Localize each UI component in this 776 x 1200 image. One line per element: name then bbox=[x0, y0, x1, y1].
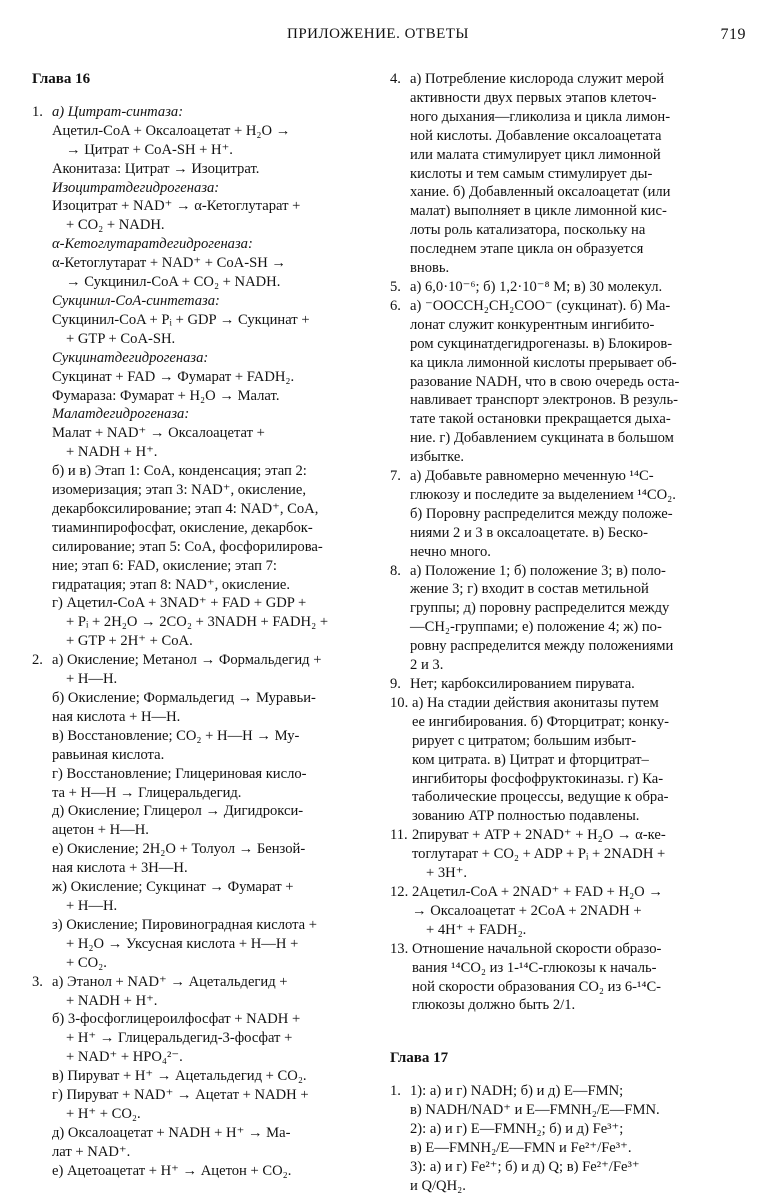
answer-line: Изоцитратдегидрогеназа: bbox=[52, 179, 220, 196]
answer-line: активности двух первых этапов клеточ- bbox=[410, 89, 657, 106]
page-title: ПРИЛОЖЕНИЕ. ОТВЕТЫ bbox=[287, 26, 469, 42]
answer-item-7 bbox=[390, 467, 746, 562]
answer-line: ной скорости образования CO₂ из 6-¹⁴C- bbox=[412, 978, 662, 995]
answer-line: а) На стадии действия аконитазы путем bbox=[412, 694, 659, 711]
answer-line: Сукцинил-CoA-синтетаза: bbox=[52, 292, 220, 309]
answer-line: равьиная кислота. bbox=[52, 746, 165, 763]
item-number: 12. bbox=[390, 883, 409, 900]
answer-line: силирование; этап 5: CoA, фосфорилирова- bbox=[52, 538, 323, 555]
answer-line: д) Оксалоацетат + NADH + H⁺ → Ма- bbox=[52, 1124, 291, 1141]
answer-line: Ацетил-CoA + Оксалоацетат + H₂O → bbox=[52, 122, 291, 139]
answer-line: + 3H⁺. bbox=[426, 865, 468, 882]
answer-line: Малатдегидрогеназа: bbox=[52, 406, 190, 423]
answer-item-5 bbox=[390, 278, 746, 297]
answer-line: хание. б) Добавленный оксалоацетат (или bbox=[410, 184, 671, 201]
item-number: 3. bbox=[32, 973, 43, 990]
answer-line: → Оксалоацетат + 2CoA + 2NADH + bbox=[412, 902, 642, 919]
answer-line: Малат + NAD⁺ → Оксалоацетат + bbox=[52, 425, 265, 442]
answer-line: лат + NAD⁺. bbox=[52, 1143, 131, 1160]
answer-line: ного дыхания—гликолиза и цикла лимон- bbox=[410, 108, 671, 125]
item-number: 9. bbox=[390, 676, 401, 692]
answer-item-10 bbox=[390, 694, 746, 826]
chapter-heading-17: Глава 17 bbox=[390, 1050, 449, 1067]
answer-line: нечно много. bbox=[410, 543, 491, 560]
answer-line: ровну распределится между положениями bbox=[410, 638, 674, 655]
item-number: 2. bbox=[32, 652, 43, 669]
answer-line: + NAD⁺ + HPO₄²⁻. bbox=[66, 1049, 183, 1066]
answer-line: ние. г) Добавлением сукцината в большом bbox=[410, 430, 674, 447]
answer-line: группы; д) поровну распределится между bbox=[410, 600, 670, 617]
answer-line: + H⁺ + CO₂. bbox=[66, 1105, 141, 1122]
answer-line: в) E—FMNH₂/E—FMN и Fe²⁺/Fe³⁺. bbox=[410, 1139, 632, 1156]
answer-line: 1): а) и г) NADH; б) и д) E—FMN; bbox=[410, 1083, 624, 1100]
answer-line: е) Окисление; 2H₂O + Толуол → Бензой- bbox=[52, 841, 306, 858]
answer-line: г) Восстановление; Глицериновая кисло- bbox=[52, 765, 307, 782]
answer-line: Нет; карбоксилированием пирувата. bbox=[410, 676, 635, 692]
answer-line: 2): а) и г) E—FMNH₂; б) и д) Fe³⁺; bbox=[410, 1121, 624, 1138]
answer-line: ниями 2 и 3 в оксалоацетате. в) Беско- bbox=[410, 524, 648, 541]
answer-line: лонат служит конкурентным ингибито- bbox=[410, 316, 655, 333]
item-number: 13. bbox=[390, 940, 409, 957]
right-column bbox=[390, 70, 746, 1196]
answer-item-2 bbox=[32, 651, 374, 972]
left-column bbox=[32, 70, 374, 1181]
answer-line: или малата стимулирует цикл лимонной bbox=[410, 146, 661, 163]
answer-line: + H—H. bbox=[66, 897, 118, 914]
item-number: 4. bbox=[390, 71, 401, 87]
answer-line: + Pᵢ + 2H₂O → 2CO₂ + 3NADH + FADH₂ + bbox=[66, 614, 329, 631]
answer-line: Фумараза: Фумарат + H₂O → Малат. bbox=[52, 387, 280, 404]
running-head bbox=[0, 26, 776, 50]
answer-item-17-1 bbox=[390, 1082, 746, 1195]
answer-line: ее ингибирования. б) Фторцитрат; конку- bbox=[412, 713, 670, 730]
answer-line: —CH₂-группами; е) положение 4; ж) по- bbox=[410, 619, 662, 636]
answer-line: б) Поровну распределится между положе- bbox=[410, 505, 673, 522]
answer-line: 2 и 3. bbox=[410, 657, 444, 674]
answer-line: + H⁺ → Глицеральдегид-3-фосфат + bbox=[66, 1030, 293, 1047]
answer-line: б) и в) Этап 1: CoA, конденсация; этап 2: bbox=[52, 463, 307, 480]
answer-line: кислоты и тем самым стимулирует ды- bbox=[410, 165, 653, 182]
answer-line: а) Положение 1; б) положение 3; в) поло- bbox=[410, 562, 666, 579]
answer-line: изомеризация; этап 3: NAD⁺, окисление, bbox=[52, 482, 306, 499]
answer-line: ка цикла лимонной кислоты прерывает об- bbox=[410, 354, 677, 371]
page-number: 719 bbox=[720, 26, 746, 43]
answer-line: Отношение начальной скорости образо- bbox=[412, 940, 662, 957]
item-number: 6. bbox=[390, 297, 401, 314]
answer-item-12 bbox=[390, 883, 746, 940]
answer-line: глюкозу и последите за выделением ¹⁴CO₂. bbox=[410, 486, 676, 503]
answer-line: тоглутарат + CO₂ + ADP + Pᵢ + 2NADH + bbox=[412, 846, 666, 863]
answer-line: глюкозы должно быть 2/1. bbox=[412, 997, 576, 1014]
answer-line: рирует с цитратом; большим избыт- bbox=[412, 732, 637, 749]
answer-line: + H₂O → Уксусная кислота + H—H + bbox=[66, 935, 299, 952]
answer-line: α-Кетоглутаратдегидрогеназа: bbox=[52, 236, 253, 253]
answer-line: вновь. bbox=[410, 260, 450, 277]
answer-line: Сукцинат + FAD → Фумарат + FADH₂. bbox=[52, 368, 295, 385]
answer-line: вания ¹⁴CO₂ из 1-¹⁴C-глюкозы к началь- bbox=[412, 959, 657, 976]
answer-line: ром сукцинатдегидрогеназы. в) Блокиров- bbox=[410, 335, 673, 352]
answer-line: ингибиторы фосфофруктокиназы. г) Ка- bbox=[412, 770, 664, 787]
answer-line: г) Ацетил-CoA + 3NAD⁺ + FAD + GDP + bbox=[52, 595, 307, 612]
answer-item-13 bbox=[390, 940, 746, 1016]
answer-line: + CO₂ + NADH. bbox=[66, 217, 165, 234]
answer-line: в) NADH/NAD⁺ и E—FMNH₂/E—FMN. bbox=[410, 1102, 660, 1119]
item-number: 1. bbox=[390, 1083, 401, 1100]
answer-line: разование NADH, что в свою очередь оста- bbox=[410, 373, 680, 390]
answer-line: 3): а) и г) Fe²⁺; б) и д) Q; в) Fe²⁺/Fe³⁺ bbox=[410, 1158, 640, 1175]
answer-item-11 bbox=[390, 826, 746, 883]
answer-line: Изоцитрат + NAD⁺ → α-Кетоглутарат + bbox=[52, 198, 301, 215]
answer-line: → Сукцинил-CoA + CO₂ + NADH. bbox=[66, 274, 281, 291]
answer-item-1 bbox=[32, 103, 374, 651]
answer-line: а) Цитрат-синтаза: bbox=[52, 103, 184, 120]
answer-line: в) Пируват + H⁺ → Ацетальдегид + CO₂. bbox=[52, 1068, 307, 1085]
answer-line: жение 3; г) входит в состав метильной bbox=[410, 581, 649, 598]
answer-line: а) Потребление кислорода служит мерой bbox=[410, 71, 665, 87]
answer-line: Сукцинил-CoA + Pᵢ + GDP → Сукцинат + bbox=[52, 311, 310, 328]
answer-line: е) Ацетоацетат + H⁺ → Ацетон + CO₂. bbox=[52, 1162, 292, 1179]
answer-line: + 4H⁺ + FADH₂. bbox=[426, 921, 527, 938]
answer-line: б) Окисление; Формальдегид → Муравьи- bbox=[52, 690, 316, 706]
item-number: 10. bbox=[390, 694, 409, 711]
answer-line: 2Ацетил-CoA + 2NAD⁺ + FAD + H₂O → bbox=[412, 883, 663, 900]
answer-line: в) Восстановление; CO₂ + H—H → Му- bbox=[52, 727, 300, 744]
answer-line: Сукцинатдегидрогеназа: bbox=[52, 349, 209, 366]
answer-line: Аконитаза: Цитрат → Изоцитрат. bbox=[52, 160, 260, 177]
answer-line: тате такой остановки прекращается дыха- bbox=[410, 411, 671, 428]
answer-line: д) Окисление; Глицерол → Дигидрокси- bbox=[52, 803, 304, 820]
answer-line: ная кислота + H—H. bbox=[52, 708, 181, 725]
item-number: 1. bbox=[32, 103, 43, 120]
answer-line: а) 6,0·10⁻⁶; б) 1,2·10⁻⁸ М; в) 30 молекул. bbox=[410, 278, 663, 295]
answer-line: а) Добавьте равномерно меченную ¹⁴C- bbox=[410, 468, 654, 485]
item-number: 5. bbox=[390, 278, 401, 295]
answer-line: ной кислоты. Добавление оксалоацетата bbox=[410, 127, 662, 144]
answer-line: 2пируват + ATP + 2NAD⁺ + H₂O → α-ке- bbox=[412, 827, 666, 844]
answer-line: а) Этанол + NAD⁺ → Ацетальдегид + bbox=[52, 973, 288, 990]
answer-item-6 bbox=[390, 297, 746, 467]
answer-line: навливает транспорт электронов. В резуль- bbox=[410, 392, 678, 409]
answer-line: гидратация; этап 8: NAD⁺, окисление. bbox=[52, 576, 291, 593]
answer-line: декарбоксилирование; этап 4: NAD⁺, CoA, bbox=[52, 500, 319, 517]
answer-item-9 bbox=[390, 675, 746, 694]
answer-line: таболические процессы, ведущие к обра- bbox=[412, 789, 669, 806]
answer-line: избытке. bbox=[410, 449, 465, 466]
chapter-heading-16: Глава 16 bbox=[32, 71, 91, 87]
answer-line: ком цитрата. в) Цитрат и фторцитрат– bbox=[412, 751, 649, 768]
answer-line: з) Окисление; Пировиноградная кислота + bbox=[52, 916, 318, 933]
answer-line: α-Кетоглутарат + NAD⁺ + CoA-SH → bbox=[52, 255, 286, 272]
answer-line: а) Окисление; Метанол → Формальдегид + bbox=[52, 652, 322, 669]
answer-line: и Q/QH₂. bbox=[410, 1177, 466, 1194]
answer-line: ацетон + H—H. bbox=[52, 822, 149, 839]
answer-line: малат) выполняет в цикле лимонной кис- bbox=[410, 203, 667, 220]
answer-line: б) 3-фосфоглицероилфосфат + NADH + bbox=[52, 1011, 301, 1028]
answer-line: та + H—H → Глицеральдегид. bbox=[52, 784, 242, 801]
answer-line: ние; этап 6: FAD, окисление; этап 7: bbox=[52, 557, 277, 574]
answer-item-3 bbox=[32, 973, 374, 1181]
answer-line: + CO₂. bbox=[66, 954, 107, 971]
answer-line: + GTP + CoA-SH. bbox=[66, 330, 176, 347]
item-number: 11. bbox=[390, 827, 408, 844]
answer-line: → Цитрат + CoA-SH + H⁺. bbox=[66, 141, 233, 158]
answer-item-4 bbox=[390, 70, 746, 278]
answer-line: тиаминпирофосфат, окисление, декарбок- bbox=[52, 519, 313, 536]
answer-line: зованию ATP полностью подавлены. bbox=[412, 808, 640, 825]
answer-line: + NADH + H⁺. bbox=[66, 992, 158, 1009]
answer-line: + GTP + 2H⁺ + CoA. bbox=[66, 633, 193, 650]
answer-line: + NADH + H⁺. bbox=[66, 444, 158, 461]
answer-line: лоты роль катализатора, поскольку на bbox=[410, 222, 646, 239]
answer-item-8 bbox=[390, 562, 746, 675]
answer-line: последнем этапе цикла он образуется bbox=[410, 241, 644, 258]
answer-line: + H—H. bbox=[66, 671, 118, 688]
item-number: 7. bbox=[390, 468, 401, 485]
answer-line: ж) Окисление; Сукцинат → Фумарат + bbox=[52, 879, 294, 896]
item-number: 8. bbox=[390, 562, 401, 579]
answer-line: г) Пируват + NAD⁺ → Ацетат + NADH + bbox=[52, 1087, 309, 1104]
answer-line: а) ⁻OOCCH₂CH₂COO⁻ (сукцинат). б) Ма- bbox=[410, 297, 671, 314]
answer-line: ная кислота + 3H—H. bbox=[52, 860, 188, 877]
